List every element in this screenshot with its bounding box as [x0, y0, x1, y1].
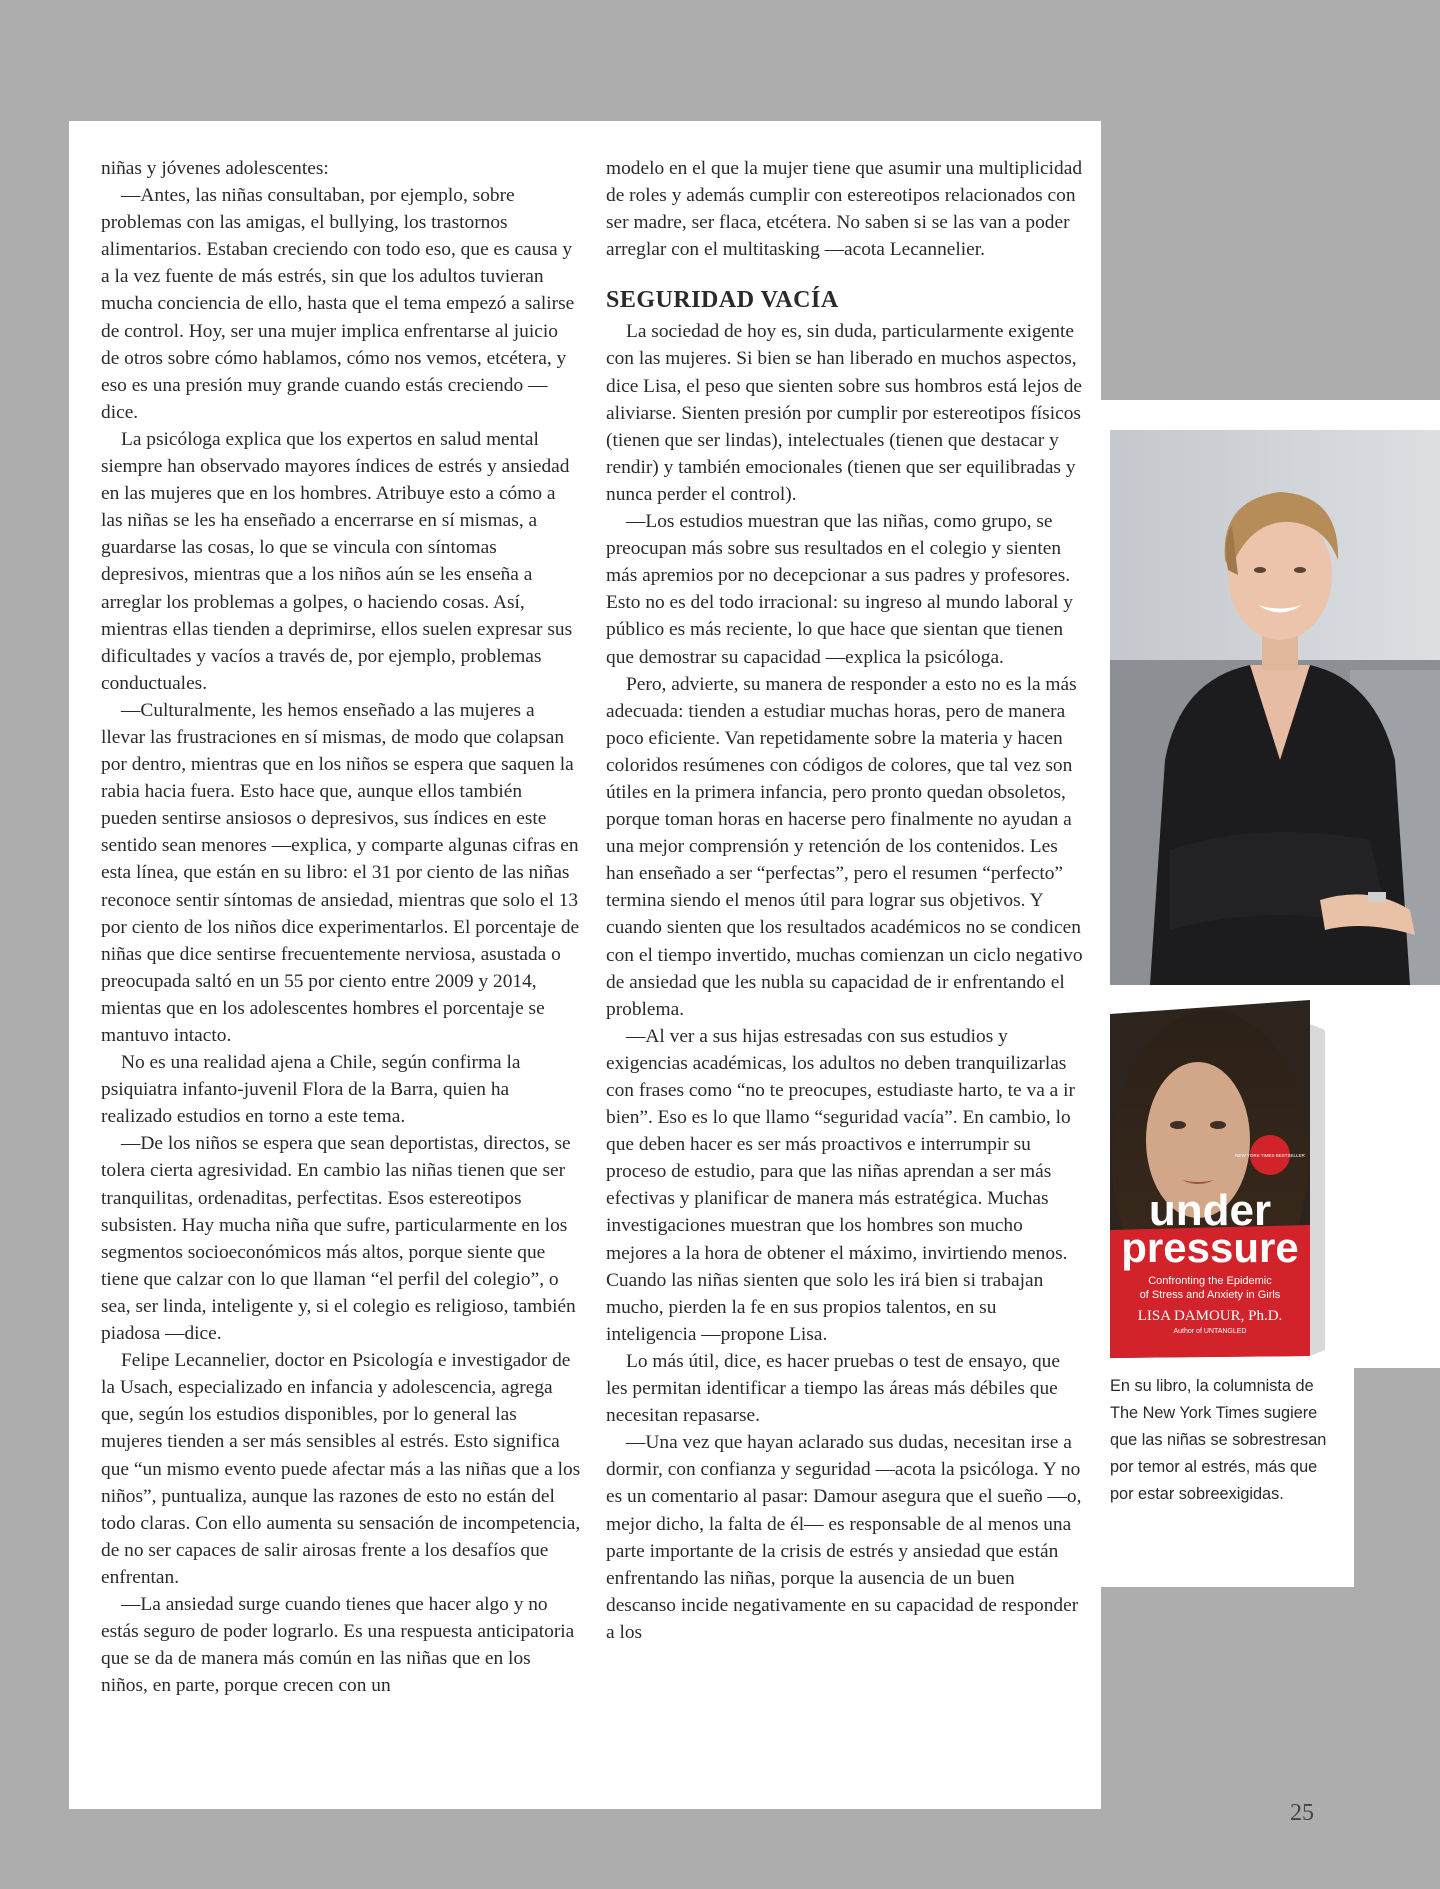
article-column-right [606, 155, 1086, 1646]
paragraph: No es una realidad ajena a Chile, según confirma la psiquiatra infanto-juvenil Flora de la Barra, quien ha realizado estudios en torno a este tema. [101, 1052, 521, 1128]
paragraph: La sociedad de hoy es, sin duda, particularmente exigente con las mujeres. Si bien se han liberado en muchos aspectos, dice Lisa, el peso que sienten sobre sus hombros está lejos de aliviarse. Sienten presión por cumplir por estereotipos físicos (tienen que ser lindas), intelectuales (tienen que destacar y rendir) y también emocionales (tienen que ser equilibradas y nunca perder el control). [606, 321, 1083, 505]
book-title-line1: under [1148, 1186, 1272, 1235]
section-heading: SEGURIDAD VACÍA [606, 287, 839, 314]
paragraph: La psicóloga explica que los expertos en salud mental siempre han observado mayores índices de estrés y ansiedad en las mujeres que en los hombres. Atribuye esto a cómo a las niñas se les ha enseñado a encerrarse en sí mismas, a guardarse las cosas, lo que se vincula con síntomas depresivos, mientras que a los niños aún se les enseña a arreglar los problemas a golpes, o haciendo cosas. Así, mientras ellas tienden a deprimirse, ellos suelen expresar sus dificultades y vacíos a través de, por ejemplo, problemas conductuales. [101, 428, 573, 694]
article-column-left [101, 155, 581, 1699]
book-author: LISA DAMOUR, Ph.D. [1137, 1308, 1283, 1324]
paragraph: —Una vez que hayan aclarado sus dudas, necesitan irse a dormir, con confianza y seguridad —acota la psicóloga. Y no es un comentario al pasar: Damour asegura que el sueño —o, mejor dicho, la falta de él— es responsable de al menos una parte importante de la crisis de estrés y ansiedad que están enfrentando las niñas, porque la ausencia de un buen descanso incide negativamente en su capacidad de responder a los [606, 1432, 1082, 1643]
paragraph: —La ansiedad surge cuando tienes que hacer algo y no estás seguro de poder lograrlo. Es una respuesta anticipatoria que se da de manera más común en las niñas que en los niños, en parte, porque crecen con un [101, 1593, 575, 1697]
author-portrait [1110, 430, 1440, 985]
book-badge: NEW YORK TIMES BESTSELLER [1235, 1153, 1305, 1158]
book-title-line2: pressure [1121, 1224, 1299, 1271]
paragraph: Felipe Lecannelier, doctor en Psicología e investigador de la Usach, especializado en infancia y adolescencia, agrega que, según los estudios disponibles, por lo general las mujeres tienden a ser más sensibles al estrés. Esto significa que “un mismo evento puede afectar más a las niñas que a los niños”, puntualiza, aunque las razones de esto no están del todo claras. Con ello aumenta su sensación de incompetencia, de no ser capaces de salir airosas frente a los desafíos que enfrentan. [101, 1350, 581, 1588]
book-subtitle-line1: Confronting the Epidemic [1148, 1275, 1272, 1287]
paragraph: —Culturalmente, les hemos enseñado a las mujeres a llevar las frustraciones en sí mismas, de modo que colapsan por dentro, mientras que en los niños se espera que saquen la rabia hacia fuera. Esto hace que, aunque ellos también pueden sentirse ansiosos o depresivos, sus índices en este sentido sean menores —explica, y comparte algunas cifras en esta línea, que están en su libro: el 31 por ciento de las niñas reconoce sentir síntomas de ansiedad, mientras que solo el 13 por ciento de los niños dice experimentarlos. El porcentaje de niñas que dice sentirse frecuentemente nerviosa, asustada o preocupada saltó en un 55 por ciento entre 2009 y 2014, mientas que en los adolescentes hombres el porcentaje se mantuvo intacto. [101, 699, 580, 1046]
image-caption: En su libro, la columnista de The New York Times sugiere que las niñas se sobrestresan por temor al estrés, más que por estar sobreexigidas. [1110, 1377, 1327, 1503]
book-author-note: Author of UNTANGLED [1173, 1328, 1247, 1335]
paragraph: —De los niños se espera que sean deportistas, directos, se tolera cierta agresividad. En cambio las niñas tienen que ser tranquilitas, ordenaditas, perfectitas. Esos estereotipos subsisten. Hay mucha niña que sufre, particularmente en los segmentos socioeconómicos más altos, porque siente que tiene que calzar con lo que llaman “el perfil del colegio”, o sea, ser linda, inteligente y, si el colegio es religioso, también piadosa —dice. [101, 1133, 576, 1345]
paragraph: —Antes, las niñas consultaban, por ejemplo, sobre problemas con las amigas, el bullying, los trastornos alimentarios. Estaban creciendo con todo eso, que es causa y a la vez fuente de más estrés, sin que los adultos tuvieran mucha conciencia de ello, hasta que el tema empezó a salirse de control. Hoy, ser una mujer implica enfrentarse al juicio de otros sobre cómo hablamos, cómo nos vemos, etcétera, y eso es una presión muy grande cuando estás creciendo —dice. [101, 185, 575, 423]
paragraph: modelo en el que la mujer tiene que asumir una multiplicidad de roles y además cumplir con estereotipos relacionados con ser madre, ser flaca, etcétera. No saben si se las van a poder arreglar con el multitasking —acota Lecannelier. [606, 158, 1083, 261]
paragraph: niñas y jóvenes adolescentes: [101, 158, 329, 179]
book-subtitle-line2: of Stress and Anxiety in Girls [1139, 1289, 1281, 1301]
page-number: 25 [1290, 1800, 1314, 1826]
paragraph: Pero, advierte, su manera de responder a esto no es la más adecuada: tienden a estudiar muchas horas, pero de manera poco eficiente. Van repetidamente sobre la materia y hacen coloridos resúmenes con códigos de colores, que tal vez son útiles en la primera infancia, pero pronto quedan obsoletos, porque toman horas en hacerse pero finalmente no ayudan a una mejor comprensión y retención de los contenidos. Les han enseñado a ser “perfectas”, pero el resumen “perfecto” termina siendo el menos útil para lograr sus objetivos. Y cuando sienten que los resultados académicos no se condicen con el tiempo invertido, muchas comienzan un ciclo negativo de ansiedad que les nubla su capacidad de ir enfrentando el problema. [606, 673, 1083, 1020]
paragraph: Lo más útil, dice, es hacer pruebas o test de ensayo, que les permitan identificar a tiempo las áreas más débiles que necesitan repasarse. [606, 1350, 1060, 1427]
paragraph: —Los estudios muestran que las niñas, como grupo, se preocupan más sobre sus resultados en el colegio y sienten más apremios por no decepcionar a sus padres y profesores. Esto no es del todo irracional: su ingreso al mundo laboral y público es más reciente, lo que hace que sientan que tienen que demostrar su capacidad —explica la psicóloga. [606, 511, 1073, 668]
paragraph: —Al ver a sus hijas estresadas con sus estudios y exigencias académicas, los adultos no deben tranquilizarlas con frases como “no te preocupes, estudiaste harto, te va a ir bien”. Eso es lo que llamo “seguridad vacía”. En cambio, lo que deben hacer es ser más proactivos e interrumpir su proceso de estudio, para que las niñas aprendan a ser más efectivas y planificar de manera más estratégica. Muchas investigaciones muestran que los hombres son mucho mejores a la hora de obtener el máximo, invirtiendo menos. Cuando las niñas sienten que solo les irá bien si trabajan mucho, pierden la fe en sus propios talentos, en su inteligencia —propone Lisa. [606, 1025, 1075, 1345]
book-cover [1110, 1000, 1340, 1360]
sidebar-cutout [1354, 1368, 1440, 1587]
article-page [69, 121, 1101, 1809]
